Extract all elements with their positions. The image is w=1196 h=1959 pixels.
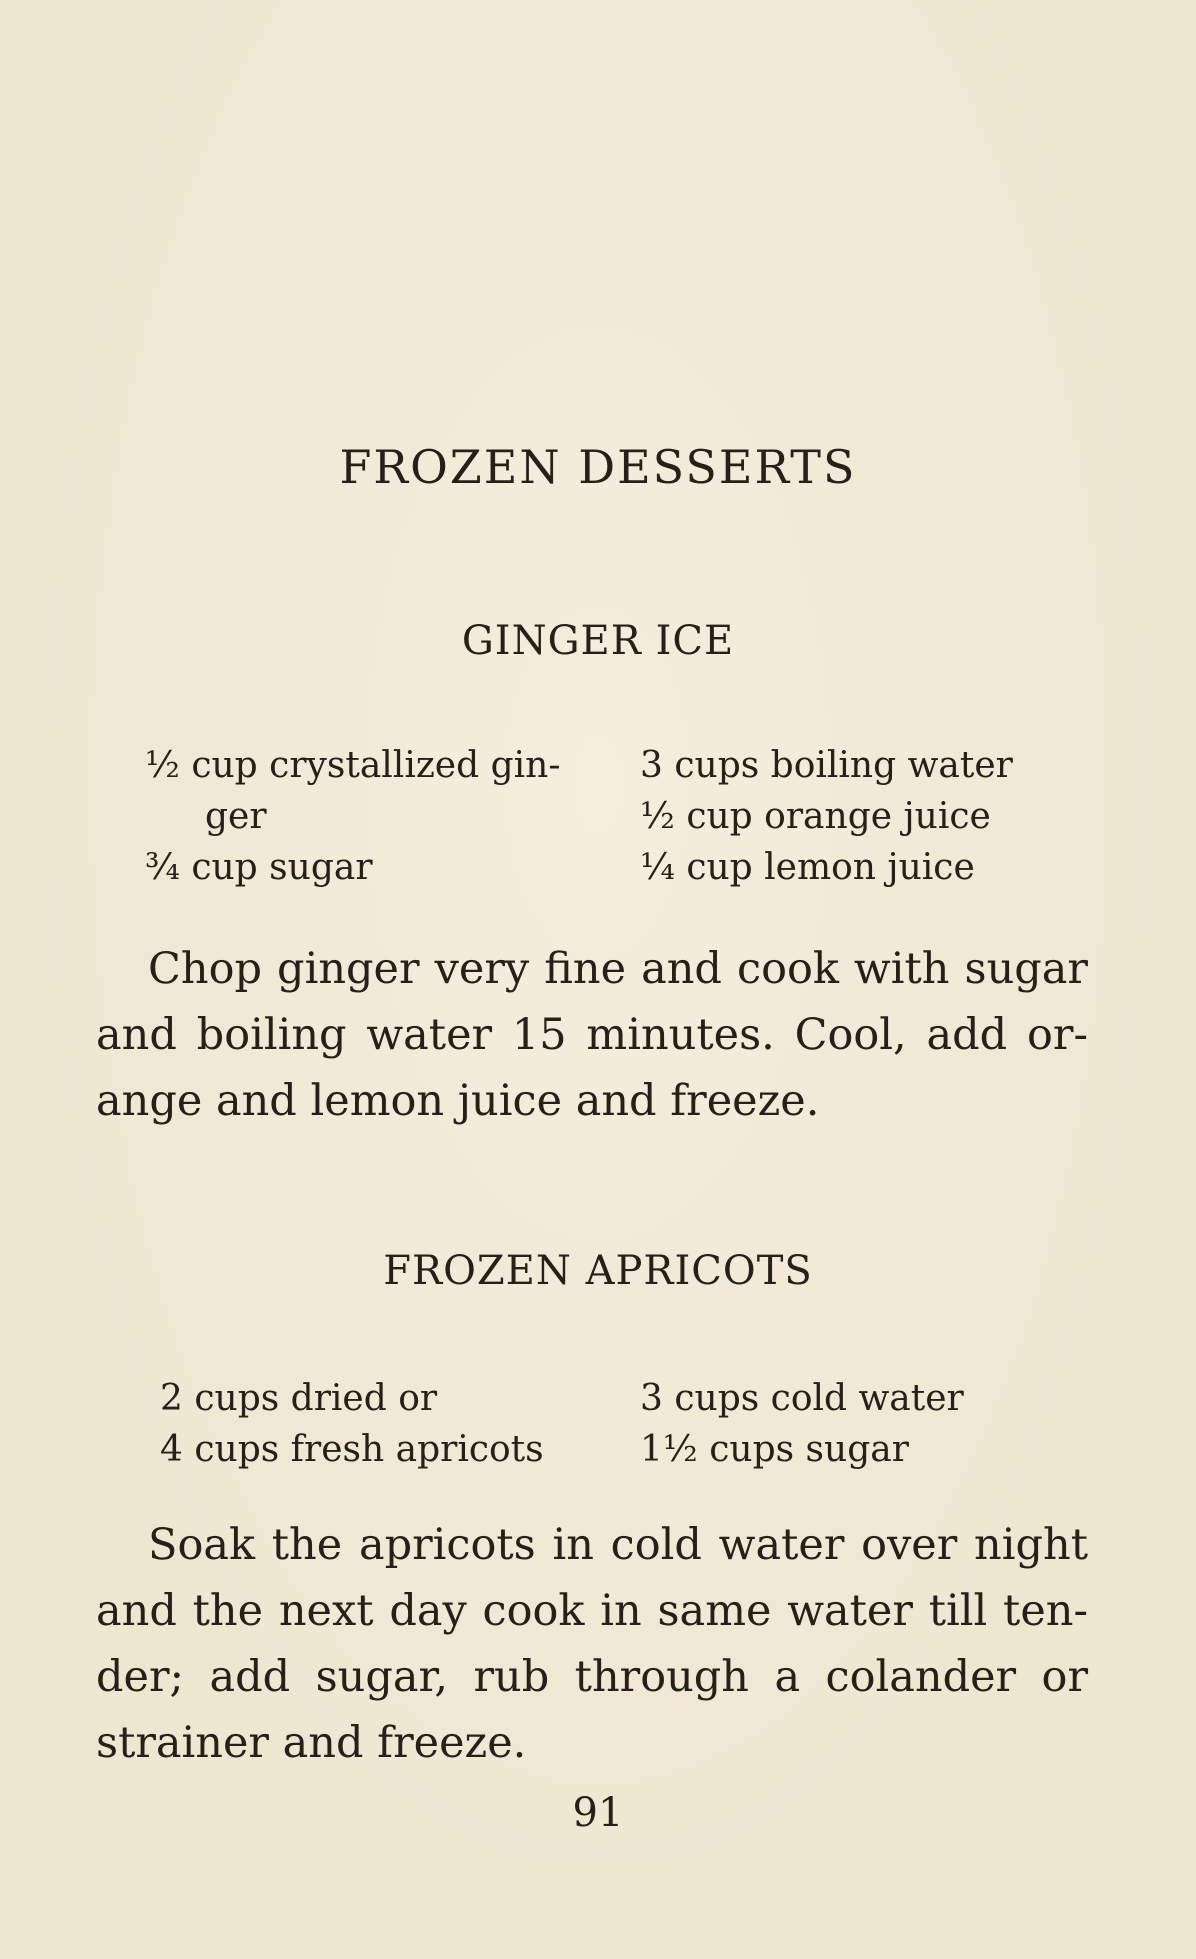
ingredient-item: 3 cups boiling water (640, 745, 1013, 786)
instructions-ginger-ice (96, 936, 1088, 1134)
ingredient-item: ½ cup orange juice (640, 796, 991, 837)
ingredient-item-continuation: ger (205, 796, 267, 837)
ingredient-item: 3 cups cold water (640, 1378, 964, 1419)
ingredients-left-frozen-apricots (160, 1373, 544, 1475)
ingredient-item: 2 cups dried or (160, 1378, 438, 1419)
instruction-line: strainer and freeze. (96, 1718, 527, 1768)
ingredient-item: ½ cup crystallized gin- (145, 745, 561, 786)
instruction-line: Soak the apricots in cold water over night (148, 1520, 1088, 1570)
recipe-title-frozen-apricots: FROZEN APRICOTS (383, 1248, 813, 1294)
instructions-frozen-apricots (96, 1512, 1088, 1776)
recipe-title-ginger-ice: GINGER ICE (461, 618, 735, 664)
ingredients-left-ginger-ice (145, 740, 561, 893)
instruction-line: der; add sugar, rub through a colander or (96, 1652, 1088, 1702)
instruction-line: and the next day cook in same water till ten- (96, 1586, 1088, 1636)
chapter-title: FROZEN DESSERTS (339, 440, 857, 494)
ingredient-item: ¼ cup lemon juice (640, 847, 975, 888)
ingredients-right-frozen-apricots (640, 1373, 964, 1475)
instruction-line: and boiling water 15 minutes. Cool, add or- (96, 1010, 1088, 1060)
page-number: 91 (572, 1790, 624, 1836)
instruction-line: Chop ginger very fine and cook with sugar (148, 944, 1088, 994)
ingredient-item: 4 cups fresh apricots (160, 1429, 544, 1470)
ingredient-item: ¾ cup sugar (145, 847, 373, 888)
ingredient-item: 1½ cups sugar (640, 1429, 909, 1470)
instruction-line: ange and lemon juice and freeze. (96, 1076, 820, 1126)
ingredients-right-ginger-ice (640, 740, 1013, 893)
